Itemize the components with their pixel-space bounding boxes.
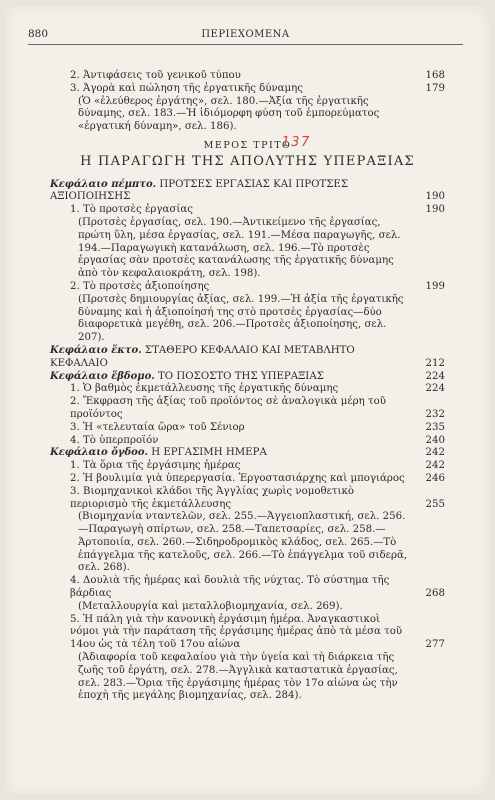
toc-entry-title: 2. Ἀντιφάσεις τοῦ γενικοῦ τύπου <box>70 70 241 81</box>
part-title: Η ΠΑΡΑΓΩΓΗ ΤΗΣ ΑΠΟΛΥΤΗΣ ΥΠΕΡΑΞΙΑΣ <box>80 153 415 169</box>
toc-entry-note: (Βιομηχανία νταντελῶν, σελ. 255.—Ἀγγειοπλαστική, σελ. 256.—Παραγωγὴ σπίρτων, σελ. 258.—Ταπετσαρίες, σελ. 258.—Ἀρτοποιία, σελ. 260.—Σιδηροδρομικὸς κλάδος, σελ. 265.—Τὸ ἐπάγγελμα τῆς κατελοῦς, σελ. 266.—Τὸ ἐπάγγελμα τοῦ σιδερᾶ, σελ. 268). <box>78 511 408 574</box>
toc-entry: 1. Τὰ ὅρια τῆς ἐργάσιμης ἡμέρας 242 <box>70 460 445 472</box>
toc-entry: 4. Δουλιὰ τῆς ἡμέρας καὶ δουλιὰ τῆς νύχτας. Τὸ σύστημα τῆς βάρδιας 268 <box>70 575 445 600</box>
running-title: ΠΕΡΙΕΧΟΜΕΝΑ <box>201 29 290 40</box>
page-number: 880 <box>28 28 49 40</box>
toc-entry-note: (Ὁ «ἐλεύθερος ἐργάτης», σελ. 180.—Ἀξία τῆς ἐργατικῆς δύναμης, σελ. 183.—Ἡ ἰδιόμορφη φύση τοῦ ἐμπορεύματος «ἐργατική δύναμη», σελ. 186). <box>78 95 380 133</box>
toc-entry-page: 179 <box>425 82 445 94</box>
toc-entry-title: 3. Ἀγορὰ καὶ πώληση τῆς ἐργατικῆς δύναμης <box>70 82 303 94</box>
chapter-heading: Κεφάλαιο ἕκτο. ΣΤΑΘΕΡΟ ΚΕΦΑΛΑΙΟ ΚΑΙ ΜΕΤΑΒΛΗΤΟ ΚΕΦΑΛΑΙΟ 212 <box>50 344 445 369</box>
table-of-contents <box>50 70 445 703</box>
toc-entry-note: (Προτσὲς δημιουργίας ἀξίας, σελ. 199.—Ἡ ἀξία τῆς ἐργατικῆς δύναμης καὶ ἡ ἀξιοποίησή της στὸ προτσὲς ἐργασίας—δύο διαφορετικὰ μεγέθη, σελ. 206.—Προτσὲς ἀξιοποίησης, σελ. 207). <box>78 293 404 344</box>
part-label: ΜΕΡΟΣ ΤΡΙΤΟ 137 <box>203 134 311 151</box>
chapter-heading: Κεφάλαιο πέμπτο. ΠΡΟΤΣΕΣ ΕΡΓΑΣΙΑΣ ΚΑΙ ΠΡΟΤΣΕΣ ΑΞΙΟΠΟΙΗΣΗΣ 190 <box>50 178 445 203</box>
toc-entry: 5. Ἡ πάλη γιὰ τὴν κανονικὴ ἐργάσιμη ἡμέρα. Ἀναγκαστικοὶ νόμοι γιὰ τὴν παράταση τῆς ἐργάσιμης ἡμέρας ἀπὸ τὰ μέσα τοῦ 14ου ὡς τὰ τέλη τοῦ 17ου αἰώνα 277 <box>70 613 445 651</box>
toc-entry: 1. Τὸ προτσὲς ἐργασίας 190 <box>70 204 445 216</box>
toc-entry: 2. Ἡ βουλιμία γιὰ ὑπερεργασία. Ἐργοστασιάρχης καὶ μπογιάρος 246 <box>70 472 445 484</box>
toc-entry-page: 168 <box>425 70 445 81</box>
chapter-heading: Κεφάλαιο ὄγδοο. Η ΕΡΓΑΣΙΜΗ ΗΜΕΡΑ 242 <box>50 447 445 459</box>
chapter-heading: Κεφάλαιο ἕβδομο. ΤΟ ΠΟΣΟΣΤΟ ΤΗΣ ΥΠΕΡΑΞΙΑΣ 224 <box>50 370 445 382</box>
toc-entry-note: (Μεταλλουργία καὶ μεταλλοβιομηχανία, σελ. 269). <box>78 600 343 612</box>
page-header <box>28 28 463 45</box>
handwritten-annotation: 137 <box>281 134 311 150</box>
toc-entry: 3. Ἡ «τελευταία ὥρα» τοῦ Σένιορ 235 <box>70 421 445 433</box>
toc-entry: 4. Τὸ ὑπερπροϊόν 240 <box>70 434 445 446</box>
toc-entry: 1. Ὁ βαθμὸς ἐκμετάλλευσης τῆς ἐργατικῆς δύναμης 224 <box>70 383 445 395</box>
toc-entry <box>50 83 445 96</box>
toc-entry: 3. Βιομηχανικοὶ κλάδοι τῆς Ἀγγλίας χωρὶς νομοθετικὸ περιορισμὸ τῆς ἐκμετάλλευσης 255 <box>70 485 445 510</box>
toc-entry <box>50 70 445 83</box>
toc-entry-note: (Ἀδιαφορία τοῦ κεφαλαίου γιὰ τὴν ὑγεία καὶ τὴ διάρκεια τῆς ζωῆς τοῦ ἐργάτη, σελ. 278.—Ἀγγλικὰ καταστατικὰ ἐργασίας, σελ. 283.—Ὅρια τῆς ἐργάσιμης ἡμέρας τὸν 17ο αἰώνα ὡς τὴν ἐποχὴ τῆς μεγάλης βιομηχανίας, σελ. 284). <box>78 652 398 702</box>
toc-entry: 2. Τὸ προτσὲς ἀξιοποίησης 199 <box>70 280 445 292</box>
book-page <box>6 6 489 794</box>
toc-entry-note: (Προτσὲς ἐργασίας, σελ. 190.—Ἀντικείμενο τῆς ἐργασίας, πρώτη ὕλη, μέσα ἐργασίας, σελ. 191.—Μέσα παραγωγῆς, σελ. 194.—Παραγωγικὴ κατανάλωση, σελ. 196.—Τὸ προτσὲς ἐργασίας σὰν προτσὲς κατανάλωσης τῆς ἐργατικῆς δύναμης ἀπὸ τὸν κεφαλαιοκράτη, σελ. 198). <box>78 216 401 280</box>
toc-entry: 2. Ἔκφραση τῆς ἀξίας τοῦ προϊόντος σὲ ἀναλογικὰ μέρη τοῦ προϊόντος 232 <box>70 396 445 420</box>
